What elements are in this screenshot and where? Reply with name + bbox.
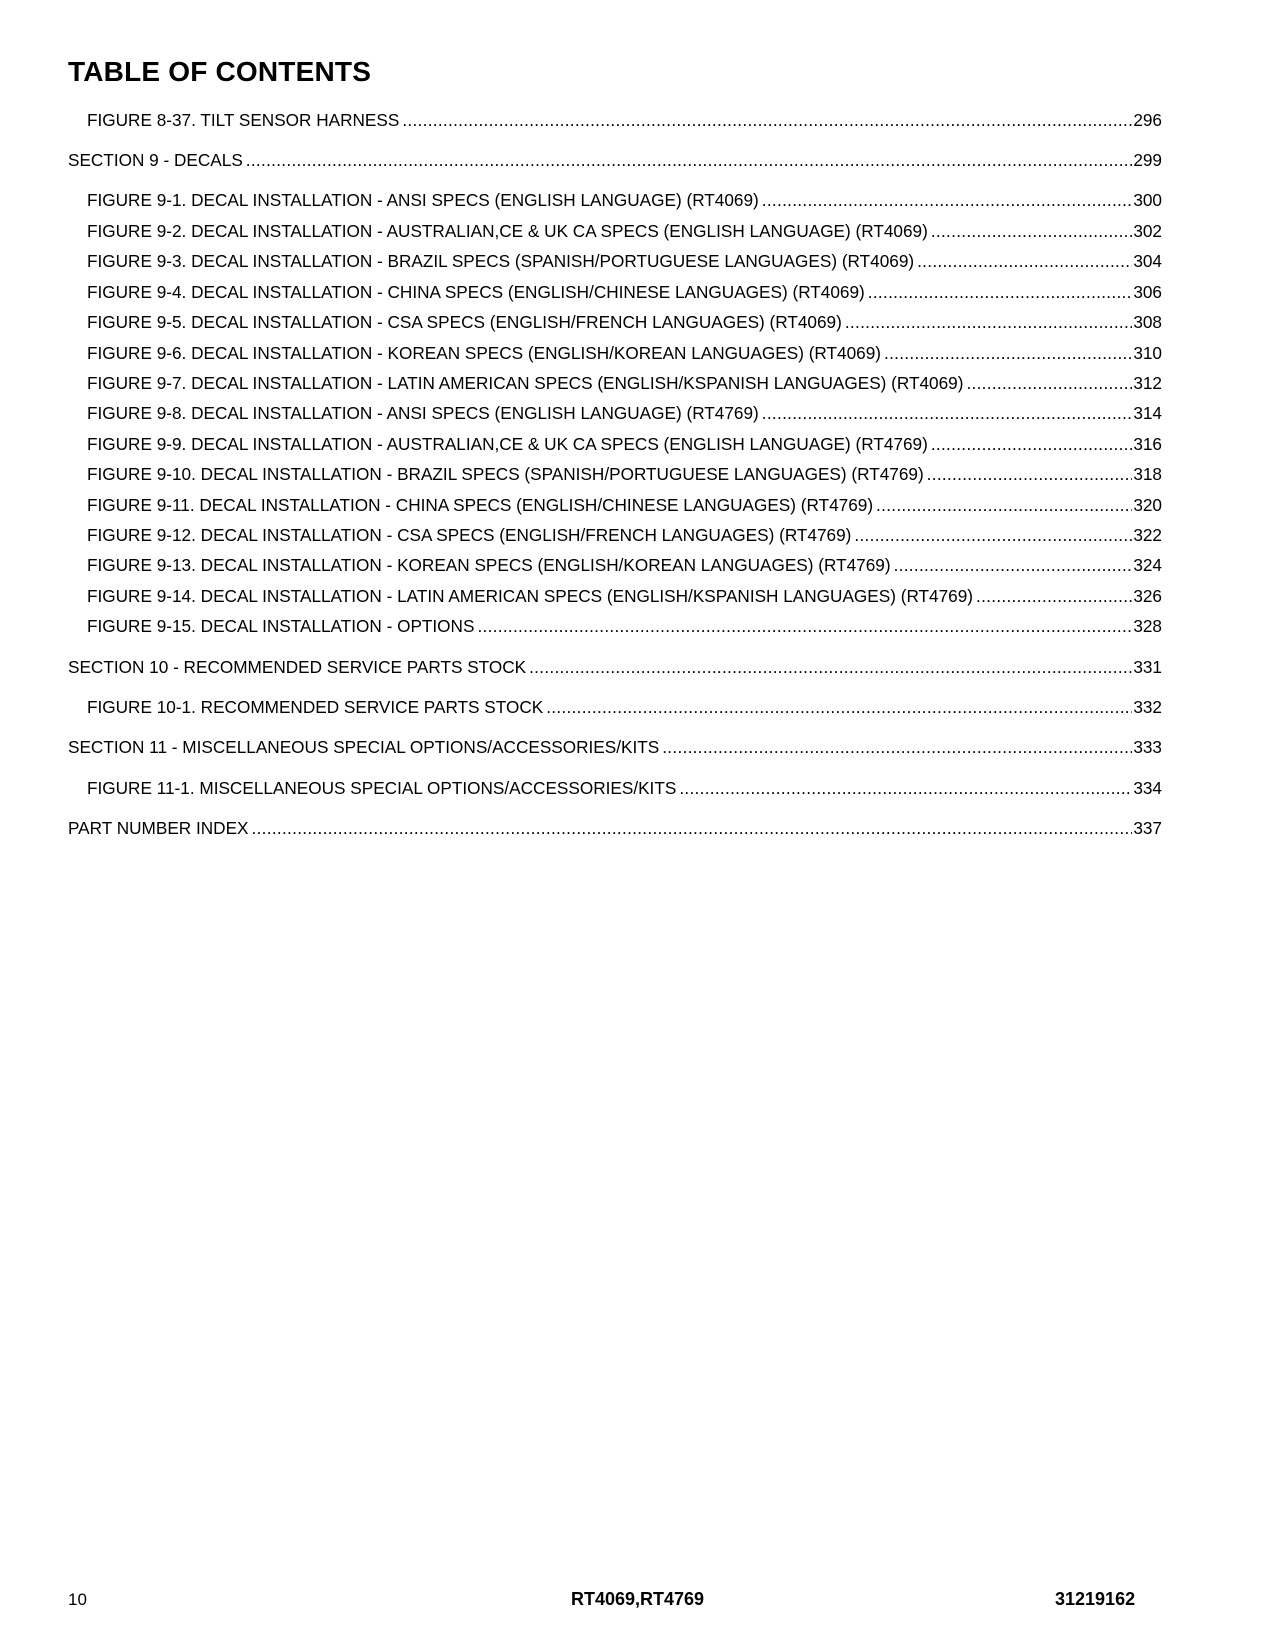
toc-entry-page: 310 <box>1133 343 1162 363</box>
toc-entry[interactable] <box>68 656 1162 678</box>
toc-dot-leader <box>246 149 1133 171</box>
toc-entry-title: FIGURE 9-7. DECAL INSTALLATION - LATIN AMERICAN SPECS (ENGLISH/KSPANISH LANGUAGES) (RT4069) <box>87 373 964 393</box>
toc-entry[interactable] <box>87 402 1162 424</box>
toc-entry[interactable] <box>87 696 1162 718</box>
toc-entry[interactable] <box>68 817 1162 839</box>
toc-entry[interactable] <box>87 554 1162 576</box>
toc-entry-page: 318 <box>1133 464 1162 484</box>
toc-entry[interactable] <box>87 494 1162 516</box>
toc-entry-page: 302 <box>1133 221 1162 241</box>
toc-dot-leader <box>252 817 1133 839</box>
toc-entry-title: FIGURE 9-2. DECAL INSTALLATION - AUSTRALIAN,CE & UK CA SPECS (ENGLISH LANGUAGE) (RT4069) <box>87 221 928 241</box>
footer-models: RT4069,RT4769 <box>570 1589 705 1609</box>
toc-entry-page: 331 <box>1133 657 1162 677</box>
toc-entry-page: 300 <box>1133 190 1162 210</box>
toc-dot-leader <box>894 554 1133 576</box>
toc-entry[interactable] <box>87 372 1162 394</box>
toc-entry[interactable] <box>87 524 1162 546</box>
toc-entry[interactable] <box>87 463 1162 485</box>
footer-page-number: 10 <box>68 1590 87 1609</box>
toc-entry[interactable] <box>87 109 1162 131</box>
toc-entry-page: 296 <box>1133 110 1162 130</box>
toc-entry[interactable] <box>68 149 1162 171</box>
toc-dot-leader <box>402 109 1132 131</box>
toc-dot-leader <box>876 494 1132 516</box>
toc-entry-page: 316 <box>1133 434 1162 454</box>
toc-entry[interactable] <box>87 615 1162 637</box>
toc-entry-page: 332 <box>1133 697 1162 717</box>
toc-entry[interactable] <box>68 736 1162 758</box>
toc-entry-title: FIGURE 9-9. DECAL INSTALLATION - AUSTRALIAN,CE & UK CA SPECS (ENGLISH LANGUAGE) (RT4769) <box>87 434 928 454</box>
toc-dot-leader <box>966 372 1132 394</box>
toc-entry-title: FIGURE 11-1. MISCELLANEOUS SPECIAL OPTIONS/ACCESSORIES/KITS <box>87 778 677 798</box>
toc-dot-leader <box>868 281 1133 303</box>
toc-entry-title: FIGURE 9-4. DECAL INSTALLATION - CHINA SPECS (ENGLISH/CHINESE LANGUAGES) (RT4069) <box>87 282 865 302</box>
toc-entry-page: 322 <box>1133 525 1162 545</box>
toc-entry[interactable] <box>87 281 1162 303</box>
toc-entry-title: SECTION 10 - RECOMMENDED SERVICE PARTS STOCK <box>68 657 527 677</box>
page-title: TABLE OF CONTENTS <box>68 56 372 87</box>
toc-entry-page: 299 <box>1133 150 1162 170</box>
toc-entry-title: FIGURE 9-13. DECAL INSTALLATION - KOREAN SPECS (ENGLISH/KOREAN LANGUAGES) (RT4769) <box>87 555 891 575</box>
toc-entry[interactable] <box>87 433 1162 455</box>
toc-dot-leader <box>884 342 1132 364</box>
toc-entry-title: FIGURE 9-12. DECAL INSTALLATION - CSA SPECS (ENGLISH/FRENCH LANGUAGES) (RT4769) <box>87 525 852 545</box>
toc-dot-leader <box>762 189 1133 211</box>
toc-entry-title: FIGURE 8-37. TILT SENSOR HARNESS <box>87 110 400 130</box>
toc-entry-title: SECTION 9 - DECALS <box>68 150 243 170</box>
toc-dot-leader <box>529 656 1132 678</box>
toc-entry[interactable] <box>87 311 1162 333</box>
toc-entry-page: 312 <box>1133 373 1162 393</box>
toc-entry-title: SECTION 11 - MISCELLANEOUS SPECIAL OPTIONS/ACCESSORIES/KITS <box>68 737 660 757</box>
toc-entry[interactable] <box>87 220 1162 242</box>
toc-dot-leader <box>679 777 1132 799</box>
toc-entry-title: FIGURE 10-1. RECOMMENDED SERVICE PARTS STOCK <box>87 697 544 717</box>
toc-entry-title: FIGURE 9-10. DECAL INSTALLATION - BRAZIL SPECS (SPANISH/PORTUGUESE LANGUAGES) (RT4769) <box>87 464 924 484</box>
toc-entry[interactable] <box>87 250 1162 272</box>
toc-entry-page: 306 <box>1133 282 1162 302</box>
toc-entry-page: 326 <box>1133 586 1162 606</box>
toc-entry-title: PART NUMBER INDEX <box>68 818 249 838</box>
toc-entry[interactable] <box>87 777 1162 799</box>
toc-dot-leader <box>976 585 1132 607</box>
toc-dot-leader <box>762 402 1133 424</box>
toc-entry[interactable] <box>87 585 1162 607</box>
toc-entry-title: FIGURE 9-6. DECAL INSTALLATION - KOREAN SPECS (ENGLISH/KOREAN LANGUAGES) (RT4069) <box>87 343 881 363</box>
toc-entry-title: FIGURE 9-5. DECAL INSTALLATION - CSA SPECS (ENGLISH/FRENCH LANGUAGES) (RT4069) <box>87 312 842 332</box>
toc-dot-leader <box>931 433 1133 455</box>
toc-entry[interactable] <box>87 342 1162 364</box>
toc-entry-title: FIGURE 9-1. DECAL INSTALLATION - ANSI SPECS (ENGLISH LANGUAGE) (RT4069) <box>87 190 759 210</box>
toc-entry-page: 333 <box>1133 737 1162 757</box>
toc-dot-leader <box>662 736 1132 758</box>
toc-entry-title: FIGURE 9-14. DECAL INSTALLATION - LATIN AMERICAN SPECS (ENGLISH/KSPANISH LANGUAGES) (RT4769) <box>87 586 974 606</box>
toc-dot-leader <box>477 615 1132 637</box>
toc-entry-title: FIGURE 9-3. DECAL INSTALLATION - BRAZIL SPECS (SPANISH/PORTUGUESE LANGUAGES) (RT4069) <box>87 251 915 271</box>
toc-dot-leader <box>931 220 1133 242</box>
toc-entry-page: 320 <box>1133 495 1162 515</box>
toc-dot-leader <box>854 524 1132 546</box>
toc-entry-page: 334 <box>1133 778 1162 798</box>
toc-entry[interactable] <box>87 189 1162 211</box>
toc-entry-title: FIGURE 9-11. DECAL INSTALLATION - CHINA SPECS (ENGLISH/CHINESE LANGUAGES) (RT4769) <box>87 495 874 515</box>
footer-doc-number: 31219162 <box>1055 1589 1136 1609</box>
toc-entry-page: 337 <box>1133 818 1162 838</box>
toc-entry-page: 314 <box>1133 403 1162 423</box>
toc-dot-leader <box>927 463 1133 485</box>
toc-entry-title: FIGURE 9-8. DECAL INSTALLATION - ANSI SPECS (ENGLISH LANGUAGE) (RT4769) <box>87 403 759 423</box>
toc-dot-leader <box>546 696 1132 718</box>
toc-entry-page: 304 <box>1133 251 1162 271</box>
toc-entry-title: FIGURE 9-15. DECAL INSTALLATION - OPTIONS <box>87 616 475 636</box>
toc-dot-leader <box>917 250 1132 272</box>
toc-entry-page: 328 <box>1133 616 1162 636</box>
toc-dot-leader <box>845 311 1132 333</box>
toc-entry-page: 324 <box>1133 555 1162 575</box>
toc-entry-page: 308 <box>1133 312 1162 332</box>
